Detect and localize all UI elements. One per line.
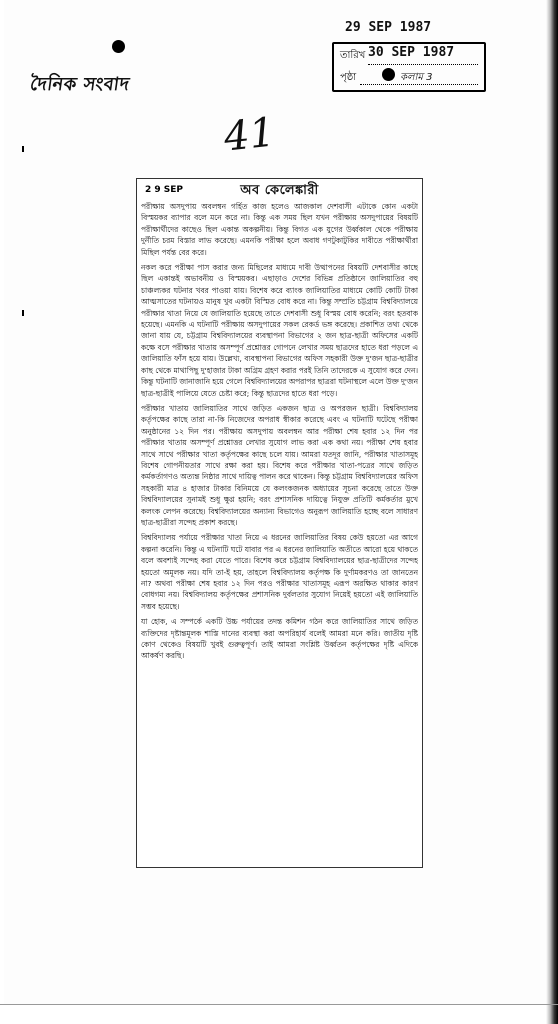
scan-edge-shadow (546, 0, 558, 1024)
clipping-title: অব কেলেঙ্কারী (240, 183, 319, 198)
date-stamp-top: 29 SEP 1987 (345, 20, 432, 35)
newspaper-masthead: দৈনিক সংবাদ (28, 74, 131, 95)
punch-hole-left (112, 40, 125, 53)
paragraph: নকল করে পরীক্ষা পাস করার জন্য মিছিলের মাধ্যমে দাবী উত্থাপনের বিষয়টি দেশবাসীর কাছে ছিল একান্তই অভাবনীয় ও বিস্ময়কর। এছাড়াও দেশের বিভিন্ন প্রতিষ্ঠানে জালিয়াতির বহু চাঞ্চল্যকর ঘটনার খবর পাওয়া যায়। বিশেষ করে ব্যাংক জালিয়াতির মাধ্যমে কোটি কোটি টাকা আত্মসাতের ঘটনায়ও মানুষ খুব একটা বিস্মিত বোধ করে না। কিন্তু সম্প্রতি চট্টগ্রাম বিশ্ববিদ্যালয়ে পরীক্ষার খাতা নিয়ে যে জালিয়াতি হয়েছে তাতে দেশবাসী শুধু বিস্ময় বোধ করেনি; বরং হতবাক হয়েছে। এমনকি এ ঘটনাটি পরীক্ষায় অসদুপায়ের সকল রেকর্ড ভঙ্গ করেছে। প্রকাশিত তথ্য থেকে জানা যায় যে, চট্টগ্রাম বিশ্ববিদ্যালয়ের ব্যবস্থাপনা বিভাগের ২ জন ছাত্র-ছাত্রী অফিসের একটি কক্ষে বসে পরীক্ষার খাতায় অসম্পূর্ণ প্রশ্নোত্তর গোপনে লেখার সময় ছাত্রদের হাতে ধরা পড়লে এ জালিয়াতি ফাঁস হয়ে যায়। উল্লেখ্য, ব্যবস্থাপনা বিভাগের অফিস সহকারী উক্ত দু'জন ছাত্র-ছাত্রীর কাছ থেকে মাথাপিছু দু'হাজার টাকা অগ্রিম গ্রহণ করার পরই তিনি তাদেরকে এ সুযোগ করে দেন। কিন্তু ঘটনাটি জানাজানি হয়ে গেলে বিশ্ববিদ্যালয়ের অপরাপর ছাত্ররা ঘটনাস্থলে এলে উক্ত দু'জন ছাত্র-ছাত্রীই পালিয়ে যেতে চেষ্টা করে; কিন্তু ছাত্রদের হাতে ধরা পড়ে। (141, 263, 418, 398)
paragraph: পরীক্ষার খাতায় জালিয়াতির সাথে জড়িত একজন ছাত্র ও অপরজন ছাত্রী। বিশ্ববিদ্যালয় কর্তৃপক্ষের কাছে তারা না-কি নিজেদের অপরাধ স্বীকার করেছে এবং এ ঘটনাটি ঘটেছে পরীক্ষা অনুষ্ঠানের ১২ দিন পর। পরীক্ষায় অসদুপায় অবলম্বন আর পরীক্ষা শেষ হবার ১২ দিন পর পরীক্ষার খাতায় অসম্পূর্ণ প্রশ্নোত্তর লেখার সুযোগ লাভ করা এক কথা নয়। পরীক্ষা শেষ হবার সাথে সাথে পরীক্ষার খাতা কর্তৃপক্ষের কাছে চলে যায়। আমরা যতদূর জানি, পরীক্ষার খাতাসমূহ বিশেষ গোপনীয়তার সাথে রক্ষা করা হয়। বিশেষ করে পরীক্ষার খাতা-পত্রের সাথে জড়িত কর্মকর্তাগণও অত্যন্ত নিষ্ঠার সাথে দায়িত্ব পালন করে থাকেন। কিন্তু চট্টগ্রাম বিশ্ববিদ্যালয়ের অফিস সহকারী মাত্র ৪ হাজার টাকার বিনিময়ে যে কলংকজনক অধ্যায়ের সূচনা করেছে তাতে উক্ত বিশ্ববিদ্যালয়ের সুনামই শুধু ক্ষুণ্ণ হয়নি; বরং প্রশাসনিক দায়িত্বে নিযুক্ত প্রতিটি কর্মকর্তার মুখে কলংক লেপন করেছে। বিশ্ববিদ্যালয়ের অন্যান্য বিভাগেও অনুরূপ জালিয়াতি হচ্ছে বলে সাধারণ ছাত্র-ছাত্রীরা সন্দেহ প্রকাশ করছে। (141, 403, 418, 527)
date-stamp-box (332, 42, 486, 92)
column-label-text: কলাম (400, 72, 423, 83)
page-bottom-edge (0, 1004, 558, 1005)
date-value: 30 SEP 1987 (368, 45, 455, 60)
date-line (368, 64, 478, 65)
paragraph: বিশ্ববিদ্যালয় পর্যায়ে পরীক্ষার খাতা নিয়ে এ ধরনের জালিয়াতির বিষয় কেউ হয়তো এর আগে কল্পনা করেনি। কিন্তু এ ঘটনাটি ঘটে যাবার পর এ ধরনের জালিয়াতি অতীতে আরো হয়ে থাকতে বলে অবশ্যই সন্দেহ করা যেতে পারে। বিশেষ করে চট্টগ্রাম বিশ্ববিদ্যালয়ের ছাত্র-ছাত্রীদের সন্দেহ হয়তো অমূলক নয়। যদি তা-ই হয়, তাহলে বিশ্ববিদ্যালয় কর্তৃপক্ষ কি দুর্ণামকরণও তা জানতেন না? অথবা পরীক্ষা শেষ হবার ১২ দিন পরও পরীক্ষার খাতাসমূহ এরূপ অরক্ষিত থাকার কারণ বোধগম্য নয়। বিশ্ববিদ্যালয় কর্তৃপক্ষের প্রশাসনিক দুর্বলতার সুযোগ নিয়েই হয়তো এই জালিয়াতি সম্ভব হয়েছে। (141, 533, 418, 611)
paragraph: যা হোক, এ সম্পর্কে একটি উচ্চ পর্যায়ের তদন্ত কমিশন গঠন করে জালিয়াতির সাথে জড়িত ব্যক্তিদের দৃষ্টান্তমূলক শাস্তি দানের ব্যবস্থা করা অপরিহার্য বলেই আমরা মনে করি। জাতীয় দৃষ্টি কোণ থেকেও বিষয়টি খুবই গুরুত্বপূর্ণ। তাই আমরা সংশ্লিষ্ট উর্ধ্বতন কর্তৃপক্ষের দৃষ্টি এদিকে আকর্ষণ করছি। (141, 617, 418, 661)
column-value: 3 (426, 72, 433, 83)
date-label: তারিখ (340, 50, 366, 61)
paragraph: পরীক্ষায় অসদুপায় অবলম্বন গর্হিত কাজ হলেও আজকাল দেশবাসী এটাকে কোন একটা বিস্ময়কর ব্যাপার বলে মনে করে না। কিন্তু এক সময় ছিল যখন পরীক্ষায় অসদুপায়ের বিষয়টি পরীক্ষার্থীদের কাছেও ছিল একান্ত অকল্পনীয়। কিন্তু বিগত এক যুগের উর্ধ্বকাল থেকে পরীক্ষায় দুর্নীতি চরম বিস্তার লাভ করেছে। এমনকি পরীক্ষা হলে অবাধ গণটুকাটুকির দাবীতে পরীক্ষার্থীরা মিছিল পর্যন্ত বের করে। (141, 202, 418, 257)
page-line (360, 84, 478, 85)
newspaper-clipping (136, 178, 423, 868)
scan-mark (22, 310, 24, 316)
scan-mark (22, 146, 24, 152)
page-label: পৃষ্ঠা (340, 72, 357, 83)
handwritten-number: 41 (221, 109, 278, 161)
clipping-date-stamp: 2 9 SEP (145, 185, 184, 195)
clipping-body (141, 201, 418, 863)
